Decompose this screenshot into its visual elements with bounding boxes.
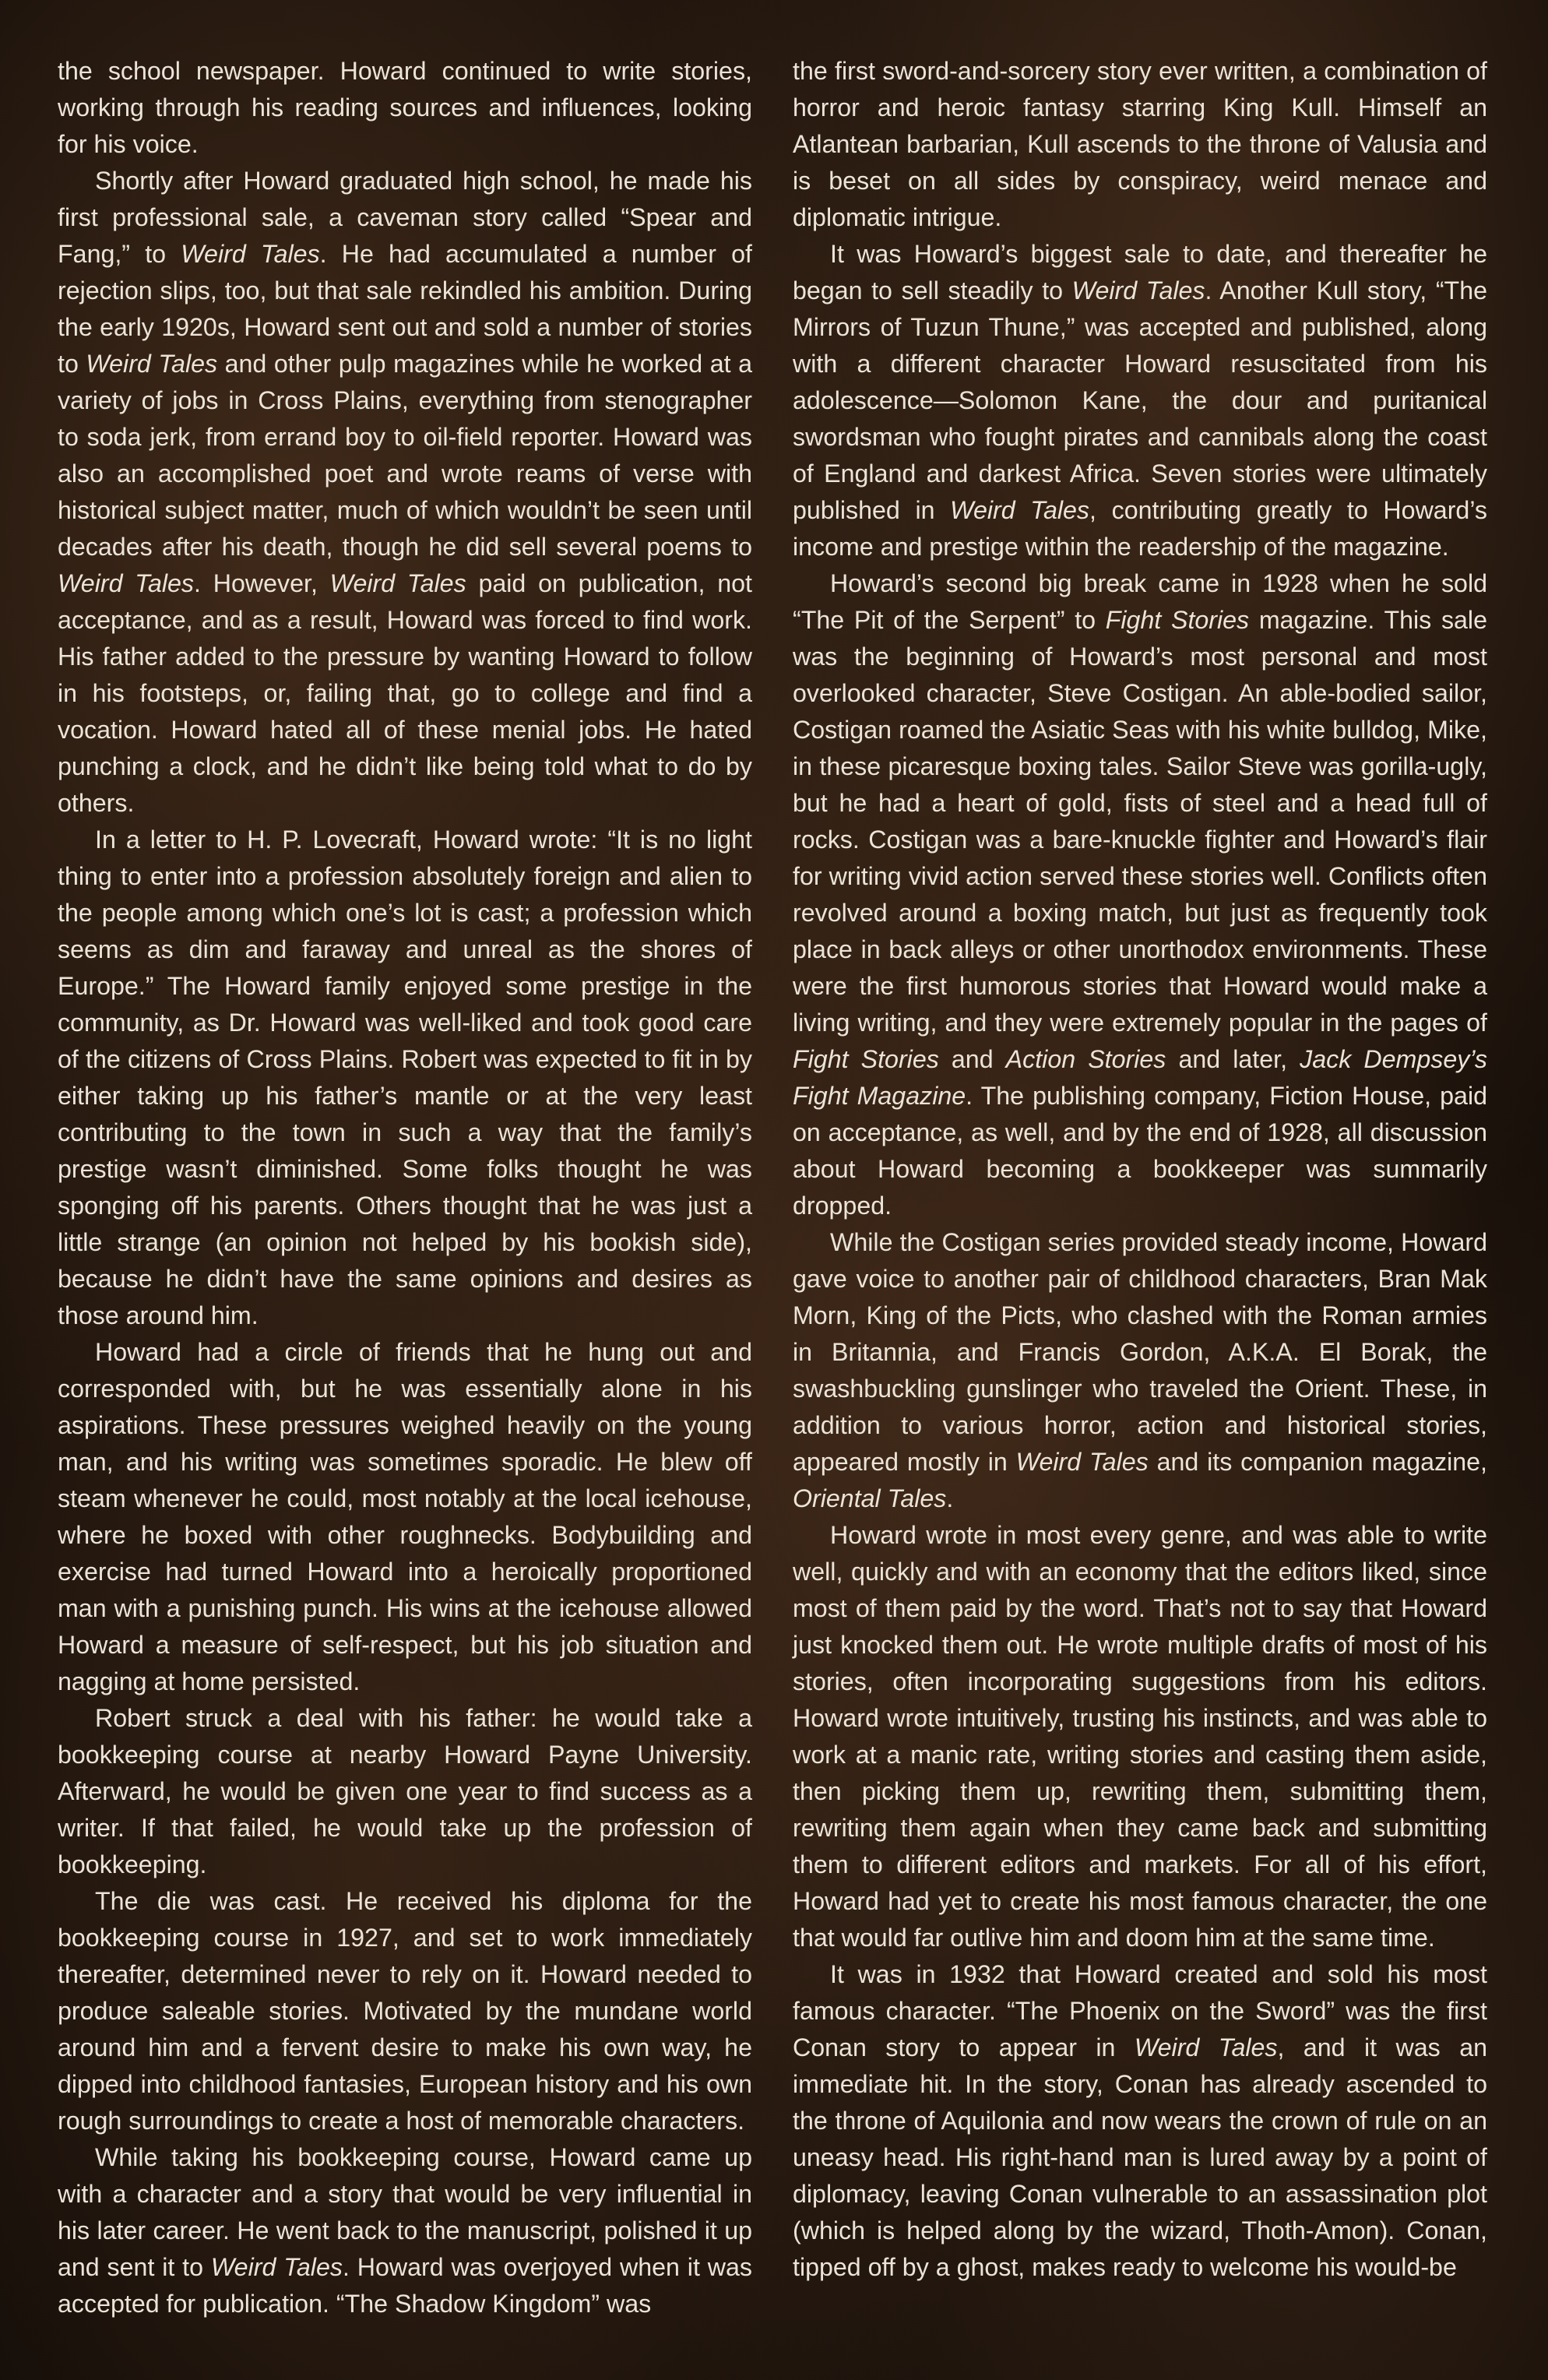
paragraph <box>793 236 1487 565</box>
paragraph <box>793 1956 1487 2286</box>
paragraph <box>58 1883 752 2139</box>
text-run: magazine. This sale was the beginning of Howard’s most personal and most overlooked character, Steve Costigan. An able-bodied sailor, Costigan roamed the Asiatic Seas with his white bulldog, Mike, in these picaresque boxing tales. Sailor Steve was gorilla-ugly, but he had a heart of gold, fists of steel and a head full of rocks. Costigan was a bare-knuckle fighter and Howard’s flair for writing vivid action served these stories well. Conflicts often revolved around a boxing match, but just as frequently took place in back alleys or other unorthodox environments. These were the first humorous stories that Howard would make a living writing, and they were extremely popular in the pages of <box>793 606 1487 1037</box>
text-run: Howard wrote in most every genre, and was able to write well, quickly and with an economy that the editors liked, since most of them paid by the word. That’s not to say that Howard just knocked them out. He wrote multiple drafts of most of his stories, often incorporating suggestions from his editors. Howard wrote intuitively, trusting his instincts, and was able to work at a manic rate, writing stories and casting them aside, then picking them up, rewriting them, submitting them, rewriting them again when they came back and submitting them to different editors and markets. For all of his effort, Howard had yet to create his most famous character, the one that would far outlive him and doom him at the same time. <box>793 1521 1487 1952</box>
italic-title: Weird Tales <box>210 2253 343 2281</box>
italic-title: Fight Stories <box>793 1045 939 1073</box>
text-run: . The publishing company, Fiction House, paid on acceptance, as well, and by the end of 1928, all discussion about Howard becoming a bookkeeper was summarily dropped. <box>793 1082 1487 1220</box>
text-run: and later, <box>1166 1045 1300 1073</box>
paragraph <box>793 53 1487 236</box>
italic-title: Weird Tales <box>950 496 1090 524</box>
paragraph <box>58 53 752 163</box>
paragraph <box>793 565 1487 1224</box>
italic-title: Fight Stories <box>1105 606 1250 634</box>
text-run: The die was cast. He received his diploma for the bookkeeping course in 1927, and set to work immediately thereafter, determined never to rely on it. Howard needed to produce saleable stories. Motivated by the mundane world around him and a fervent desire to make his own way, he dipped into childhood fantasies, European history and his own rough surroundings to create a host of memorable characters. <box>58 1887 752 2135</box>
paragraph <box>793 1224 1487 1517</box>
text-run: . Howard was overjoyed when it was accepted for publication. “The Shadow Kingdom” was <box>58 2253 752 2318</box>
text-run: . Another Kull story, “The Mirrors of Tuzun Thune,” was accepted and published, along with a different character Howard resuscitated from his adolescence—Solomon Kane, the dour and puritanical swordsman who fought pirates and cannibals along the coast of England and darkest Africa. Seven stories were ultimately published in <box>793 276 1488 524</box>
text-run: In a letter to H. P. Lovecraft, Howard wrote: “It is no light thing to enter into a profession absolutely foreign and alien to the people among which one’s lot is cast; a profession which seems as dim and faraway and unreal as the shores of Europe.” The Howard family enjoyed some prestige in the community, as Dr. Howard was well-liked and took good care of the citizens of Cross Plains. Robert was expected to fit in by either taking up his father’s mantle or at the very least contributing to the town in such a way that the family’s prestige wasn’t diminished. Some folks thought he was sponging off his parents. Others thought that he was just a little strange (an opinion not helped by his bookish side), because he didn’t have the same opinions and desires as those around him. <box>58 826 752 1329</box>
italic-title: Weird Tales <box>58 569 194 597</box>
text-run: Robert struck a deal with his father: he would take a bookkeeping course at nearby Howard Payne University. Afterward, he would be given one year to find success as a writer. If that failed, he would take up the profession of bookkeeping. <box>58 1704 752 1878</box>
text-run: While taking his bookkeeping course, Howard came up with a character and a story that would be very influential in his later career. He went back to the manuscript, polished it up and sent it to <box>58 2143 752 2281</box>
paragraph <box>58 822 752 1334</box>
italic-title: Weird Tales <box>1134 2033 1278 2061</box>
paragraph <box>58 1700 752 1883</box>
text-run: and other pulp magazines while he worked at a variety of jobs in Cross Plains, everything from stenographer to soda jerk, from errand boy to oil-field reporter. Howard was also an accomplished poet and wrote reams of verse with historical subject matter, much of which wouldn’t be seen until decades after his death, though he did sell several poems to <box>58 350 752 561</box>
paragraph <box>793 1517 1487 1956</box>
article-column-left <box>58 53 752 2322</box>
paragraph <box>58 1334 752 1700</box>
text-run: Shortly after Howard graduated high school, he made his first professional sale, a caveman story called “Spear and Fang,” to <box>58 167 752 268</box>
italic-title: Weird Tales <box>329 569 466 597</box>
text-run: paid on publication, not acceptance, and as a result, Howard was forced to find work. His father added to the pressure by wanting Howard to follow in his footsteps, or, failing that, go to college and find a vocation. Howard hated all of these menial jobs. He hated punching a clock, and he didn’t like being told what to do by others. <box>58 569 753 817</box>
paragraph <box>58 163 752 822</box>
text-run: the school newspaper. Howard continued to write stories, working through his reading sources and influences, looking for his voice. <box>58 57 752 158</box>
text-run: and its companion magazine, <box>1148 1448 1487 1476</box>
italic-title: Oriental Tales <box>793 1484 947 1512</box>
italic-title: Weird Tales <box>1015 1448 1149 1476</box>
italic-title: Jack Dempsey’s Fight Magazine <box>793 1045 1487 1110</box>
text-run: It was Howard’s biggest sale to date, and thereafter he began to sell steadily to <box>793 240 1487 305</box>
article-column-right <box>793 53 1487 2286</box>
text-run: Howard had a circle of friends that he hung out and corresponded with, but he was essentially alone in his aspirations. These pressures weighed heavily on the young man, and his writing was sometimes sporadic. He blew off steam whenever he could, most notably at the local icehouse, where he boxed with other roughnecks. Bodybuilding and exercise had turned Howard into a heroically proportioned man with a punishing punch. His wins at the icehouse allowed Howard a measure of self-respect, but his job situation and nagging at home persisted. <box>58 1338 752 1695</box>
text-run: . He had accumulated a number of rejection slips, too, but that sale rekindled his ambition. During the early 1920s, Howard sent out and sold a number of stories to <box>58 240 752 378</box>
text-run: and <box>938 1045 1006 1073</box>
text-run: It was in 1932 that Howard created and sold his most famous character. “The Phoenix on the Sword” was the first Conan story to appear in <box>793 1960 1487 2061</box>
paragraph <box>58 2139 752 2322</box>
text-run: While the Costigan series provided steady income, Howard gave voice to another pair of childhood characters, Bran Mak Morn, King of the Picts, who clashed with the Roman armies in Britannia, and Francis Gordon, A.K.A. El Borak, the swashbuckling gunslinger who traveled the Orient. These, in addition to various horror, action and historical stories, appeared mostly in <box>793 1228 1487 1476</box>
text-run: , contributing greatly to Howard’s income and prestige within the readership of the magazine. <box>793 496 1487 561</box>
text-run: the first sword-and-sorcery story ever written, a combination of horror and heroic fantasy starring King Kull. Himself an Atlantean barbarian, Kull ascends to the throne of Valusia and is beset on all sides by conspiracy, weird menace and diplomatic intrigue. <box>793 57 1487 231</box>
text-run: . However, <box>194 569 330 597</box>
italic-title: Weird Tales <box>1071 276 1205 305</box>
italic-title: Action Stories <box>1005 1045 1166 1073</box>
text-run: . <box>946 1484 954 1512</box>
text-run: , and it was an immediate hit. In the story, Conan has already ascended to the throne of Aquilonia and now wears the crown of rule on an uneasy head. His right-hand man is lured away by a point of diplomacy, leaving Conan vulnerable to an assassination plot (which is helped along by the wizard, Thoth-Amon). Conan, tipped off by a ghost, makes ready to welcome his would-be <box>793 2033 1487 2281</box>
italic-title: Weird Tales <box>181 240 320 268</box>
text-run: Howard’s second big break came in 1928 when he sold “The Pit of the Serpent” to <box>793 569 1487 634</box>
italic-title: Weird Tales <box>86 350 218 378</box>
